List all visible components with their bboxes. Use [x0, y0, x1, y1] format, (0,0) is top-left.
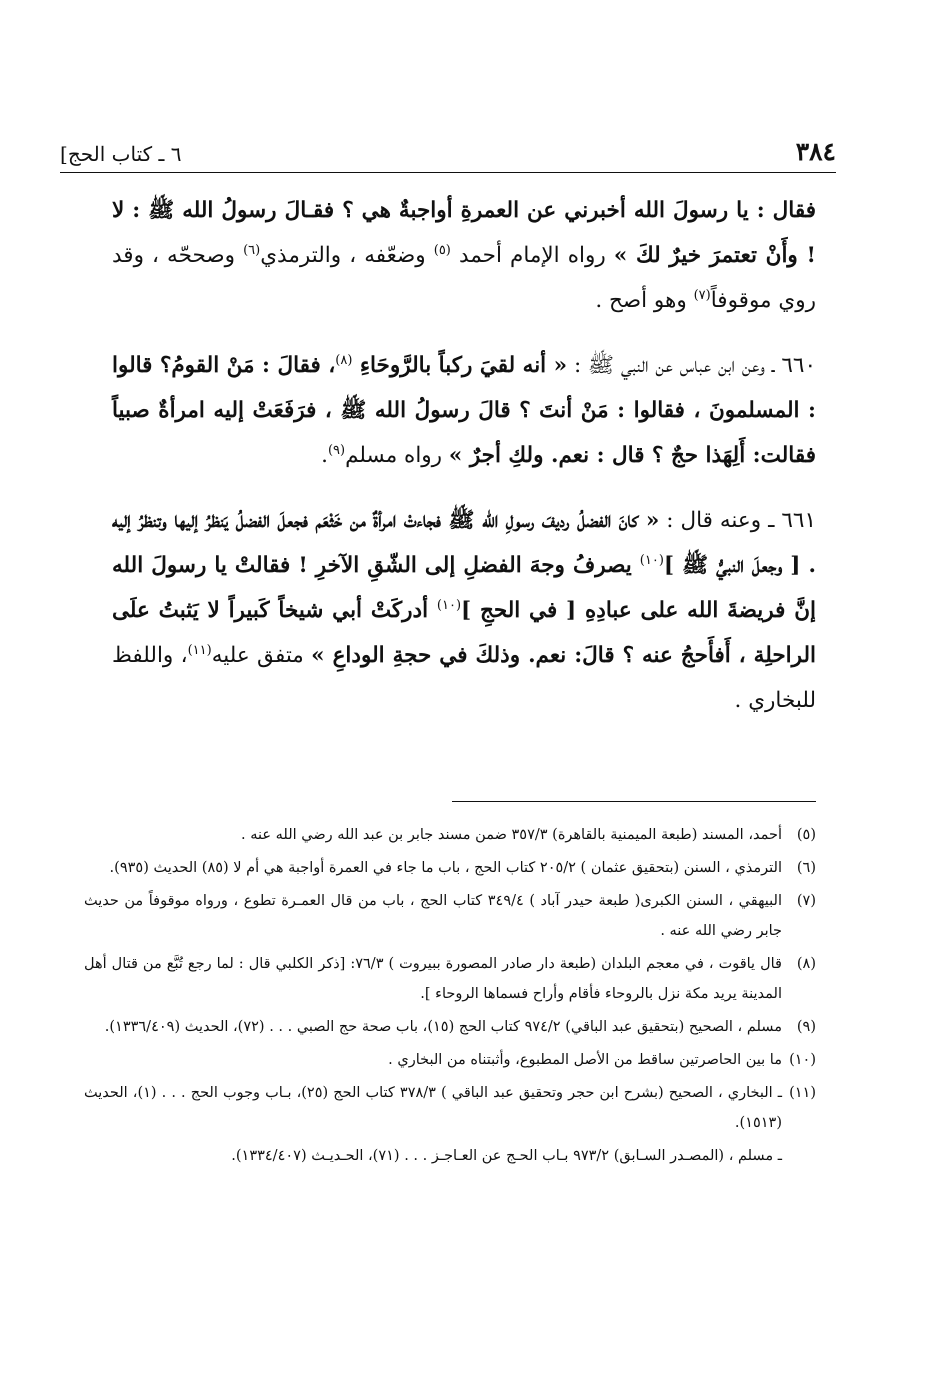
footnote-ref: (١٠)	[639, 552, 664, 568]
footnote-text: ـ مسلم ، (المصـدر السـابق) ٩٧٣/٢ بـاب الحـج عن العـاجـز . . . (٧١)، الحـديـث (١٣٣٤/٤٠٧).	[231, 1148, 782, 1164]
footnote-number: (١٠)	[789, 1052, 816, 1068]
footnote-number: (٥)	[796, 827, 816, 843]
narration-text: ، واللفظ للبخاري .	[112, 643, 816, 713]
hadith-text: فقال : يا رسولَ الله أخبرني عن العمرةِ أواجبةٌ هي ؟ فقـالَ رسولُ الله ﷺ : لا ! وأَنْ تعتمرَ خيرٌ لكَ »	[112, 198, 816, 268]
footnote-ref: (١٠)	[436, 597, 462, 613]
footnote-text: قال ياقوت ، في معجم البلدان (طبعة دار صادر المصورة ببيروت ) ٧٦/٣: [ذكر الكلبي قال : لما رجع تُبَّع من قتال أهل المدينة يريد مكة نزل بالروحاء فأقام وأراح فسماها الروحاء ].	[84, 956, 782, 1002]
footnote-ref: (٥)	[433, 242, 451, 258]
footnote-number: (١١)	[789, 1085, 816, 1101]
hadith-intro: ٦٦٠ ـ وعن ابن عباس عن النبي ﷺ :	[567, 353, 816, 378]
footnote-text: مسلم ، الصحيح (بتحقيق عبد الباقي) ٩٧٤/٢ كتاب الحج (١٥)، باب صحة حج الصبي . . . (٧٢)، الحديث (١٣٣٦/٤٠٩).	[104, 1019, 782, 1035]
narration-text: وصححّه ، وقد روي موقوفاً	[112, 243, 816, 313]
narration-text: وهو أصح .	[595, 288, 694, 313]
footnote	[84, 1012, 816, 1042]
paragraph-1	[112, 188, 816, 323]
footnote	[84, 1045, 816, 1075]
paragraph-660	[112, 343, 816, 478]
footnote-number: (٨)	[796, 956, 816, 972]
footnote-text: ـ البخاري ، الصحيح (بشرح ابن حجر وتحقيق عبد الباقي ) ٣٧٨/٣ كتاب الحج (٢٥)، بـاب وجوب الحج . . . (١)، الحديث (١٥١٣).	[84, 1085, 783, 1131]
footnote-text: ما بين الحاصرتين ساقط من الأصل المطبوع، وأثبتناه من البخاري .	[388, 1052, 782, 1068]
hadith-text: يصرفُ وجهَ الفضلِ إلى الشّقِ الآخرِ ! فقالتْ يا رسولَ الله إنَّ فريضةَ الله على عبادِهِ [ في الحجِ ]	[112, 553, 816, 623]
narration-text: وضعّفه ، والترمذي	[260, 243, 434, 268]
page-header	[60, 126, 836, 173]
narration-text: رواه الإمام أحمد	[450, 243, 614, 268]
footnote	[84, 853, 816, 883]
footnote-number: (٧)	[796, 893, 816, 909]
hadith-text: أدركَتْ أبي شيخاً كَبيراً لا يَثبتُ علَى الراحلِة ، أَفأَحجُ عنه ؟ قالَ: نعم. وذلكَ في حجةِ الوداعِ »	[112, 598, 816, 668]
footnote-text: الترمذي ، السنن (بتحقيق عثمان ) ٢٠٥/٢ كتاب الحج ، باب ما جاء في العمرة أواجبة هي أم لا (٨٥) الحديث (٩٣٥).	[109, 860, 782, 876]
narration-text: .	[321, 443, 328, 468]
hadith-intro: ٦٦١ ـ وعنه قال :	[659, 508, 817, 533]
footnote-ref: (٩)	[327, 442, 346, 458]
main-text	[112, 188, 816, 743]
footnote-text: البيهقي ، السنن الكبرى( طبعة حيدر آباد ) ٣٤٩/٤ كتاب الحج ، باب من قال العمـرة تطوع ، ورواه موقوفاً من حديث جابر رضي الله عنه .	[84, 893, 782, 939]
narration-text: متفق عليه	[211, 643, 312, 668]
footnote-ref: (٧)	[693, 287, 711, 303]
footnote-ref: (٦)	[243, 242, 261, 258]
chapter-title: [٦ ـ كتاب الحج	[60, 142, 182, 166]
footnote-ref: (١١)	[187, 642, 212, 658]
footnote-number: (٦)	[796, 860, 816, 876]
paragraph-661	[112, 498, 816, 723]
footnote-separator	[452, 801, 816, 802]
footnote-ref: (٨)	[335, 352, 353, 368]
page-number: ٣٨٤	[795, 137, 836, 166]
footnote-number	[782, 1141, 816, 1171]
footnote-number: (٩)	[796, 1019, 816, 1035]
hadith-text: ، فقالَ : مَنْ القومُ؟ قالوا : المسلمونَ ، فقالوا : مَنْ أنتَ ؟ قالَ رسولُ الله ﷺ ، فرَفَعَتْ إليه امرأةٌ صبياً فقالت: أَلِهَذا حجٌ ؟ قال : نعم. ولكِ أجرٌ »	[112, 353, 816, 468]
footnotes	[84, 820, 816, 1174]
footnote-text: أحمد، المسند (طبعة الميمنية بالقاهرة) ٣٥٧/٣ ضمن مسند جابر بن عبد الله رضي الله عنه .	[241, 827, 782, 843]
footnote	[84, 1078, 816, 1138]
footnote	[84, 1141, 816, 1171]
footnote	[84, 820, 816, 850]
footnote	[84, 949, 816, 1009]
footnote	[84, 886, 816, 946]
hadith-text: « كانَ الفضلُ رديفَ رسولِ الله ﷺ فجاءتْ امرأةٌ من خَثْعَم فجعلَ الفضلُ يَنظرُ إليها وتنظرُ إليه . [ وجعلَ النبيُّ ﷺ ]	[112, 508, 816, 578]
hadith-text: « أنه لقيَ ركباً بالرَّوحَاءِ	[352, 353, 568, 378]
narration-text: رواه مسلم	[345, 443, 449, 468]
